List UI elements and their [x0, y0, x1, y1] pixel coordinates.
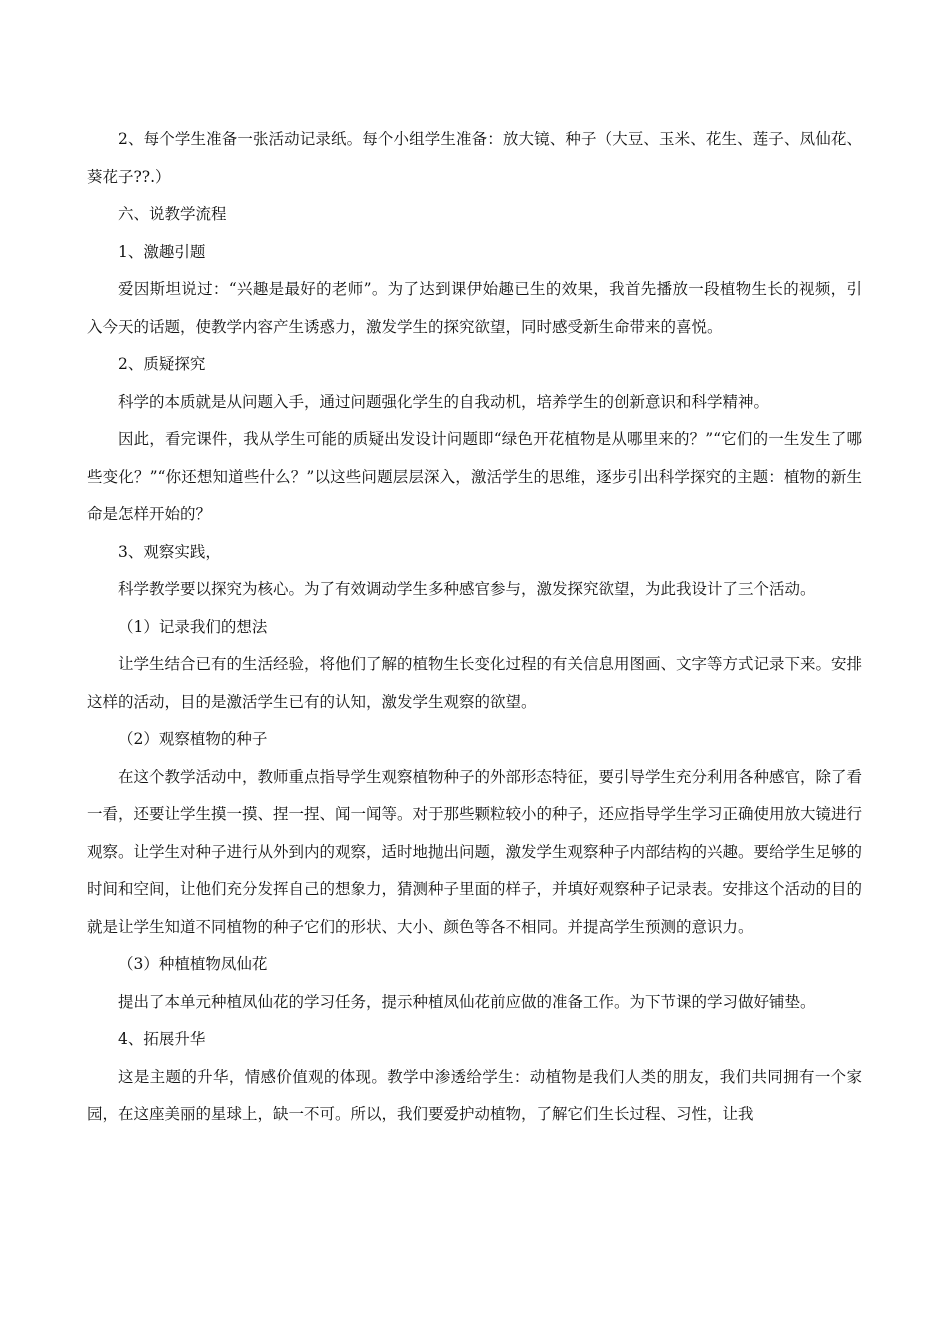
paragraph-activity-2: 在这个教学活动中，教师重点指导学生观察植物种子的外部形态特征，要引导学生充分利用各种感官，除了看一看，还要让学生摸一摸、捏一捏、闻一闻等。对于那些颗粒较小的种子，还应指导学生学习正确使用放大镜进行观察。让学生对种子进行从外到内的观察，适时地抛出问题，激发学生观察种子内部结构的兴趣。要给学生足够的时间和空间，让他们充分发挥自己的想象力，猜测种子里面的样子，并填好观察种子记录表。安排这个活动的目的就是让学生知道不同植物的种子它们的形状、大小、颜色等各不相同。并提高学生预测的意识力。: [87, 767, 863, 936]
heading-teaching-process: 六、说教学流程: [118, 205, 227, 223]
heading-step-4: 4、拓展升华: [118, 1030, 206, 1048]
paragraph-step-3: 科学教学要以探究为核心。为了有效调动学生多种感官参与，激发探究欲望，为此我设计了三个活动。: [118, 580, 816, 598]
paragraph-activity-1: 让学生结合已有的生活经验，将他们了解的植物生长变化过程的有关信息用图画、文字等方式记录下来。安排这样的活动，目的是激活学生已有的认知，激发学生观察的欲望。: [87, 655, 863, 711]
paragraph-step-2a: 科学的本质就是从问题入手，通过问题强化学生的自我动机，培养学生的创新意识和科学精神。: [118, 392, 770, 411]
paragraph-materials: 2、每个学生准备一张活动记录纸。每个小组学生准备：放大镜、种子（大豆、玉米、花生、莲子、凤仙花、葵花子??.）: [87, 130, 862, 186]
subheading-activity-1: （1）记录我们的想法: [118, 617, 268, 636]
heading-step-1: 1、激趣引题: [118, 242, 206, 261]
paragraph-activity-3: 提出了本单元种植凤仙花的学习任务，提示种植凤仙花前应做的准备工作。为下节课的学习做好铺垫。: [118, 992, 816, 1011]
subheading-activity-3: （3）种植植物凤仙花: [118, 955, 268, 973]
document-body: [87, 121, 862, 1134]
heading-step-3: 3、观察实践，: [118, 542, 221, 561]
paragraph-step-1: 爱因斯坦说过：“兴趣是最好的老师”。为了达到课伊始趣已生的效果，我首先播放一段植物生长的视频，引入今天的话题，使教学内容产生诱惑力，激发学生的探究欲望，同时感受新生命带来的喜悦。: [87, 280, 862, 336]
heading-step-2: 2、质疑探究: [118, 355, 206, 373]
paragraph-step-4: 这是主题的升华，情感价值观的体现。教学中渗透给学生：动植物是我们人类的朋友，我们共同拥有一个家园，在这座美丽的星球上，缺一不可。所以，我们要爱护动植物，了解它们生长过程、习性，让我: [87, 1067, 862, 1123]
paragraph-step-2b: 因此，看完课件，我从学生可能的质疑出发设计问题即“绿色开花植物是从哪里来的？”“它们的一生发生了哪些变化？”“你还想知道些什么？”以这些问题层层深入，激活学生的思维，逐步引出科学探究的主题：植物的新生命是怎样开始的？: [87, 430, 862, 523]
subheading-activity-2: （2）观察植物的种子: [118, 730, 268, 748]
